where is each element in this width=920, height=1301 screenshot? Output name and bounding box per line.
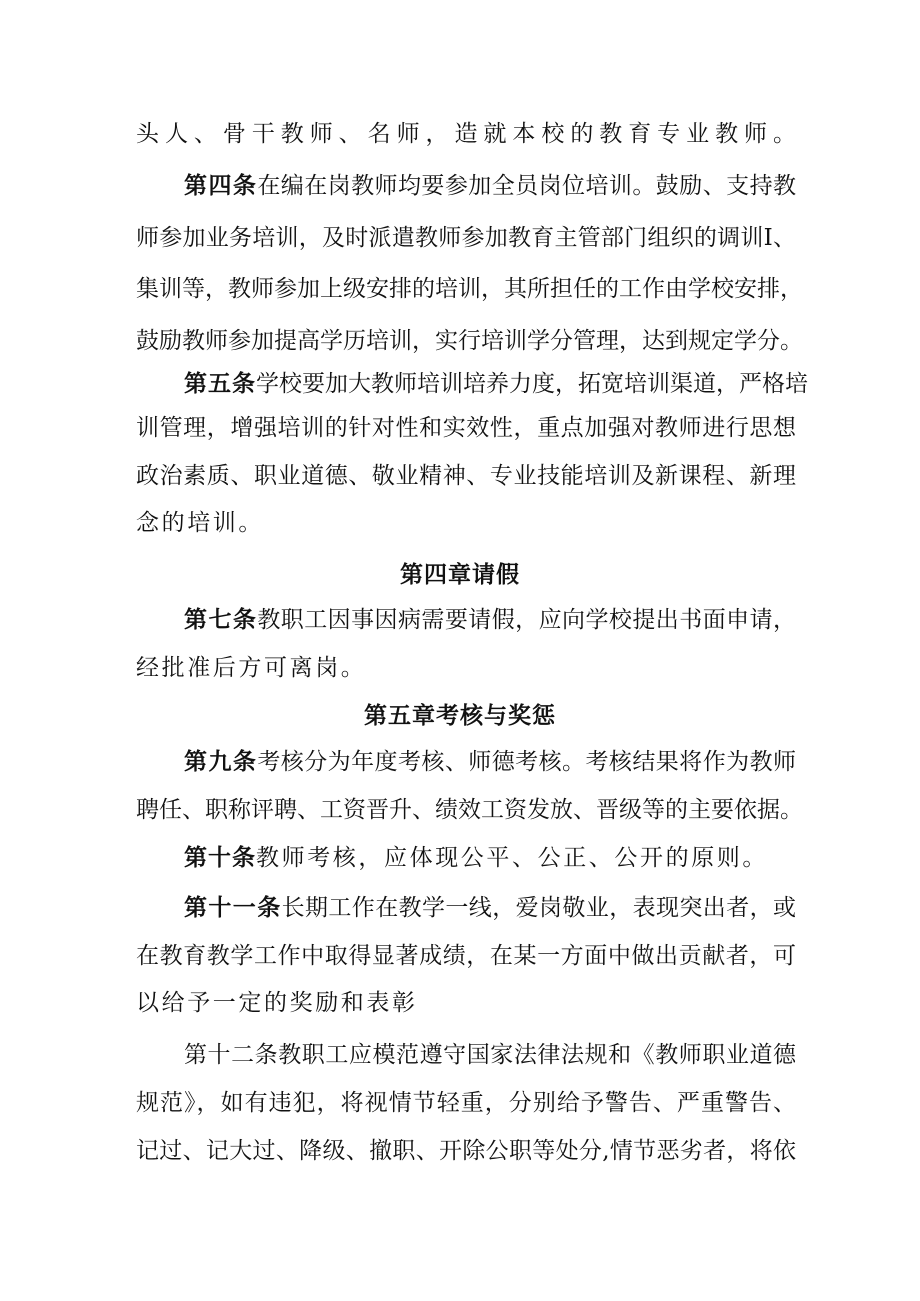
text-line: 政治素质、职业道德、敬业精神、专业技能培训及新课程、新理 [136, 463, 796, 489]
text-line: 教职工因事因病需要请假，应向学校提出书面申请， [257, 607, 797, 633]
article-10-line-1 [184, 843, 844, 873]
article-5-line-3 [136, 461, 796, 491]
text-line: 考核分为年度考核、师德考核。考核结果将作为教师 [257, 749, 797, 775]
text-line: 集训等，教师参加上级安排的培训，其所担任的工作由学校安排， [136, 276, 803, 302]
text-line: 规范》，如有违犯，将视情节轻重，分别给予警告、严重警告、 [136, 1090, 796, 1116]
text-line: 教师考核，应体现公平、公正、公开的原则。 [256, 845, 768, 871]
article-label: 第十条 [184, 844, 256, 871]
text-line: 念的培训。 [136, 510, 264, 536]
text-line: 在教育教学工作中取得显著成绩，在某一方面中做出贡献者，可 [136, 943, 796, 969]
article-4-line-1 [184, 171, 796, 201]
article-9-line-2 [136, 795, 803, 825]
article-7-line-2 [136, 653, 796, 683]
article-12-line-3 [136, 1136, 796, 1166]
article-label: 第四条 [184, 172, 258, 199]
text-line: 在编在岗教师均要参加全员岗位培训。鼓励、支持教 [257, 173, 797, 199]
text-line: 学校要加大教师培训培养力度，拓宽培训渠道，严格培 [256, 371, 808, 397]
article-11-line-1 [184, 893, 796, 923]
article-11-line-3 [136, 988, 796, 1018]
text-line: 长期工作在教学一线，爱岗敬业，表现突出者，或 [281, 895, 797, 921]
article-label: 第五条 [184, 370, 256, 397]
article-5-line-2 [136, 413, 796, 443]
article-4-line-4 [136, 326, 803, 356]
article-5-line-1 [184, 369, 808, 399]
article-9-line-1 [184, 747, 796, 777]
text-line: 头人、骨干教师、名师，造就本校的教育专业教师。 [136, 121, 796, 147]
text-line: 聘任、职称评聘、工资晋升、绩效工资发放、晋级等的主要依据。 [136, 797, 803, 823]
text-line: 以给予一定的奖励和表彰 [136, 990, 418, 1016]
paragraph-continuation [136, 119, 796, 149]
article-5-line-4 [136, 508, 796, 538]
article-12-line-1 [184, 1040, 796, 1070]
text-line: 第十二条教职工应模范遵守国家法律法规和《教师职业道德 [184, 1042, 796, 1068]
article-7-line-1 [184, 605, 796, 635]
text-line: 鼓励教师参加提高学历培训，实行培训学分管理，达到规定学分。 [136, 328, 803, 354]
article-label: 第九条 [184, 748, 258, 775]
text-line: 经批准后方可离岗。 [136, 655, 367, 681]
text-line: 训管理，增强培训的针对性和实效性，重点加强对教师进行思想 [136, 415, 796, 441]
article-label: 第七条 [184, 606, 258, 633]
chapter-heading: 第四章请假 [400, 561, 520, 588]
article-11-line-2 [136, 941, 796, 971]
chapter-heading: 第五章考核与奖惩 [364, 702, 556, 729]
article-12-line-2 [136, 1088, 796, 1118]
article-4-line-3 [136, 274, 803, 304]
article-label: 第十一条 [184, 894, 282, 921]
text-line: 师参加业务培训，及时派遣教师参加教育主管部门组织的调训Ⅰ、 [136, 225, 796, 251]
text-line: 记过、记大过、降级、撤职、开除公职等处分,情节恶劣者，将依 [136, 1138, 796, 1164]
article-4-line-2 [136, 223, 796, 253]
